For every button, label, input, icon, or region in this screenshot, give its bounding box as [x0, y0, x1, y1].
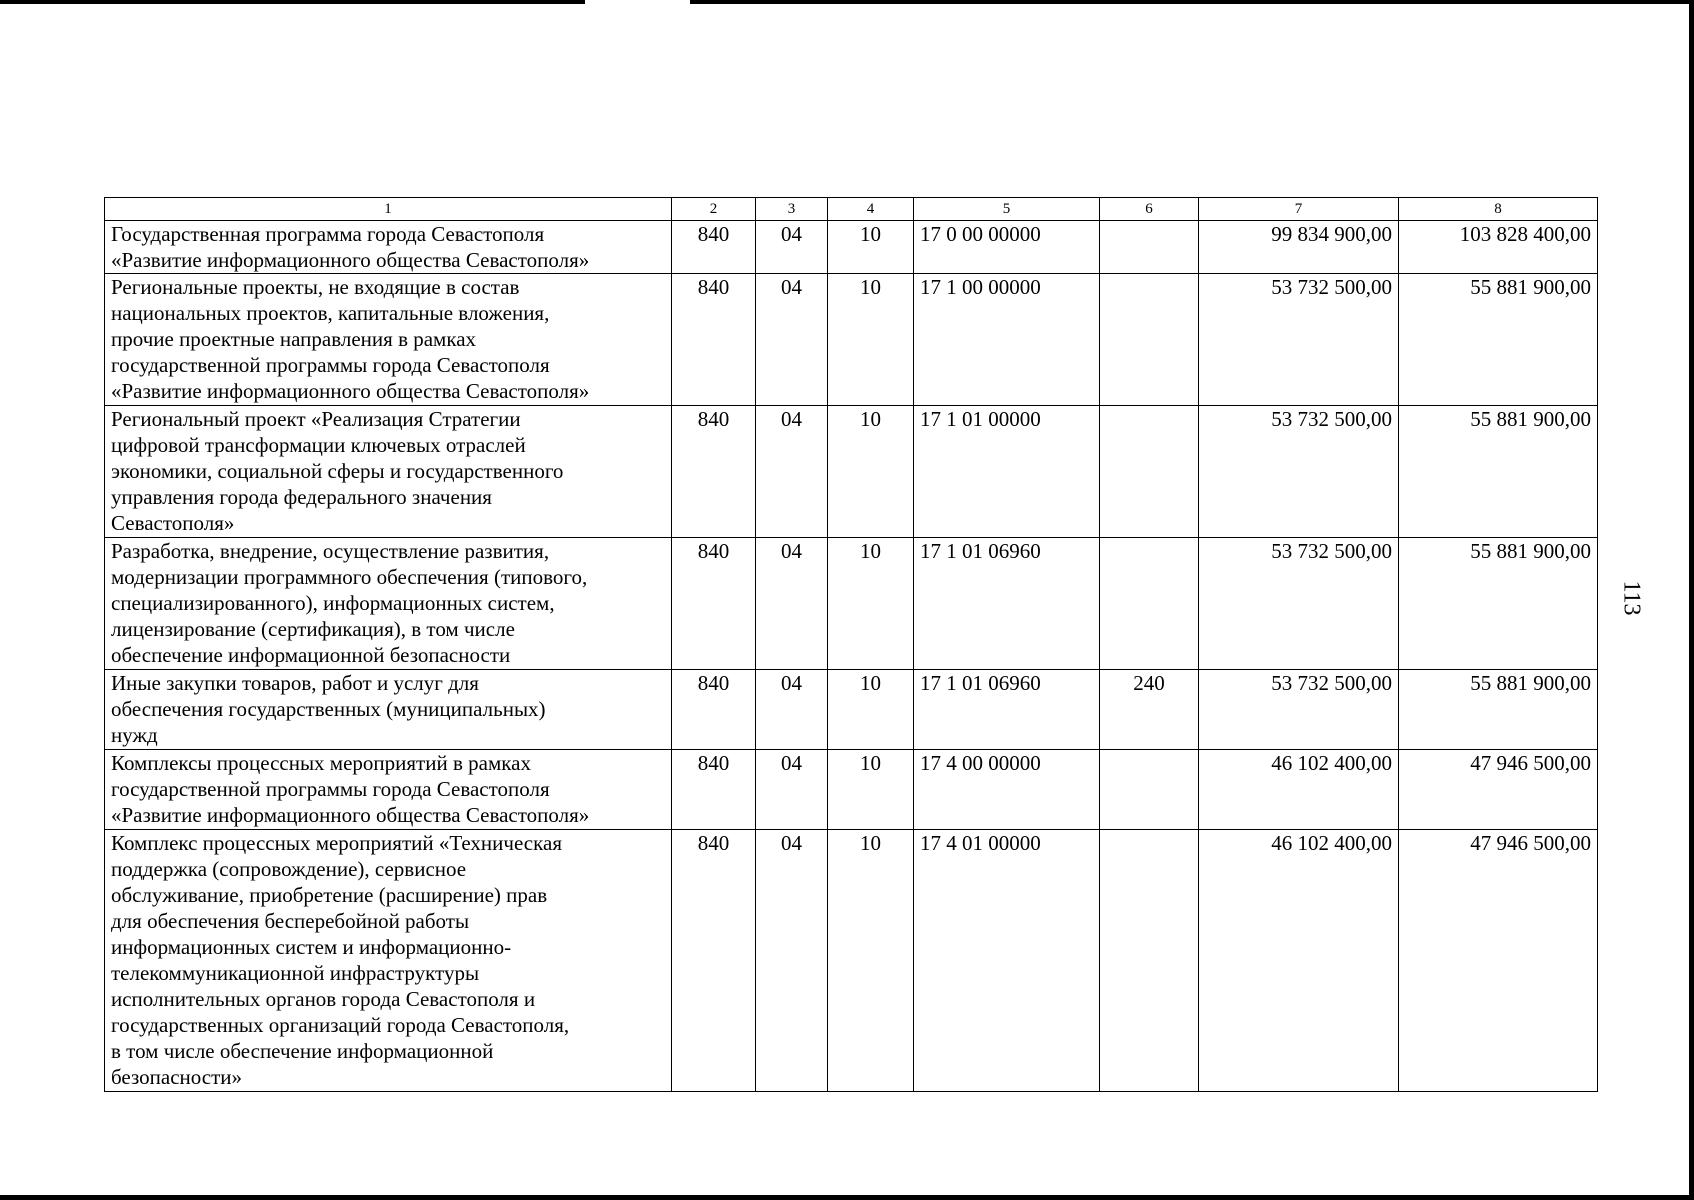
table-row: [105, 670, 1598, 750]
row-target-article: 17 1 01 00000: [914, 406, 1100, 538]
row-name: Региональные проекты, не входящие в состав национальных проектов, капитальные вложения, прочие проектные направления в рамках государственной программы города Севастополя «Развитие информационного общества Севастополя»: [105, 274, 672, 406]
row-amount-2: 55 881 900,00: [1399, 538, 1598, 670]
column-number-4: 4: [828, 198, 914, 221]
table-row: [105, 274, 1598, 406]
row-name: Разработка, внедрение, осуществление развития, модернизации программного обеспечения (типового, специализированного), информационных систем, лицензирование (сертификация), в том числе обеспечение информационной безопасности: [105, 538, 672, 670]
row-amount-2: 103 828 400,00: [1399, 221, 1598, 274]
row-subsection: 10: [828, 406, 914, 538]
column-number-6: 6: [1100, 198, 1199, 221]
table-row: [105, 406, 1598, 538]
column-number-row: [105, 198, 1598, 221]
row-expense-type: [1100, 750, 1199, 830]
scan-border-bottom: [0, 1195, 1694, 1200]
row-amount-2: 47 946 500,00: [1399, 830, 1598, 1092]
row-code: 840: [672, 221, 756, 274]
row-code: 840: [672, 750, 756, 830]
row-expense-type: [1100, 406, 1199, 538]
column-number-8: 8: [1399, 198, 1598, 221]
row-target-article: 17 1 01 06960: [914, 538, 1100, 670]
row-name: Комплекс процессных мероприятий «Техническая поддержка (сопровождение), сервисное обслуживание, приобретение (расширение) прав для обеспечения бесперебойной работы информационных систем и информационно- телекоммуникационной инфраструктуры исполнительных органов города Севастополя и государственных организаций города Севастополя, в том числе обеспечение информационной безопасности»: [105, 830, 672, 1092]
row-section: 04: [756, 750, 828, 830]
row-expense-type: [1100, 221, 1199, 274]
row-code: 840: [672, 670, 756, 750]
table-row: [105, 221, 1598, 274]
column-number-2: 2: [672, 198, 756, 221]
page-number: 113: [1618, 580, 1645, 616]
row-target-article: 17 1 01 06960: [914, 670, 1100, 750]
row-target-article: 17 1 00 00000: [914, 274, 1100, 406]
column-number-3: 3: [756, 198, 828, 221]
row-amount-1: 53 732 500,00: [1199, 406, 1399, 538]
budget-table: [104, 197, 1598, 1092]
row-code: 840: [672, 538, 756, 670]
row-subsection: 10: [828, 221, 914, 274]
row-name: Государственная программа города Севастополя «Развитие информационного общества Севастополя»: [105, 221, 672, 274]
row-subsection: 10: [828, 670, 914, 750]
row-amount-1: 53 732 500,00: [1199, 274, 1399, 406]
row-amount-1: 46 102 400,00: [1199, 830, 1399, 1092]
row-name: Комплексы процессных мероприятий в рамках государственной программы города Севастополя «Развитие информационного общества Севастополя»: [105, 750, 672, 830]
row-code: 840: [672, 830, 756, 1092]
row-subsection: 10: [828, 274, 914, 406]
row-section: 04: [756, 221, 828, 274]
row-code: 840: [672, 274, 756, 406]
row-amount-1: 99 834 900,00: [1199, 221, 1399, 274]
row-section: 04: [756, 406, 828, 538]
scan-border-right: [1689, 0, 1694, 1200]
row-section: 04: [756, 830, 828, 1092]
row-amount-2: 55 881 900,00: [1399, 670, 1598, 750]
row-amount-2: 55 881 900,00: [1399, 406, 1598, 538]
row-target-article: 17 4 01 00000: [914, 830, 1100, 1092]
column-number-7: 7: [1199, 198, 1399, 221]
row-target-article: 17 0 00 00000: [914, 221, 1100, 274]
row-section: 04: [756, 670, 828, 750]
row-amount-1: 46 102 400,00: [1199, 750, 1399, 830]
row-expense-type: 240: [1100, 670, 1199, 750]
row-target-article: 17 4 00 00000: [914, 750, 1100, 830]
row-expense-type: [1100, 274, 1199, 406]
row-subsection: 10: [828, 750, 914, 830]
row-section: 04: [756, 538, 828, 670]
row-code: 840: [672, 406, 756, 538]
row-amount-2: 55 881 900,00: [1399, 274, 1598, 406]
row-subsection: 10: [828, 830, 914, 1092]
row-expense-type: [1100, 538, 1199, 670]
table-row: [105, 538, 1598, 670]
scan-border-top-left: [0, 0, 585, 4]
scan-border-top-right: [690, 0, 1694, 4]
table-row: [105, 830, 1598, 1092]
column-number-5: 5: [914, 198, 1100, 221]
row-amount-2: 47 946 500,00: [1399, 750, 1598, 830]
column-number-1: 1: [105, 198, 672, 221]
row-subsection: 10: [828, 538, 914, 670]
row-amount-1: 53 732 500,00: [1199, 670, 1399, 750]
row-section: 04: [756, 274, 828, 406]
row-name: Региональный проект «Реализация Стратегии цифровой трансформации ключевых отраслей экономики, социальной сферы и государственного управления города федерального значения Севастополя»: [105, 406, 672, 538]
row-name: Иные закупки товаров, работ и услуг для обеспечения государственных (муниципальных) нужд: [105, 670, 672, 750]
row-amount-1: 53 732 500,00: [1199, 538, 1399, 670]
row-expense-type: [1100, 830, 1199, 1092]
table-row: [105, 750, 1598, 830]
